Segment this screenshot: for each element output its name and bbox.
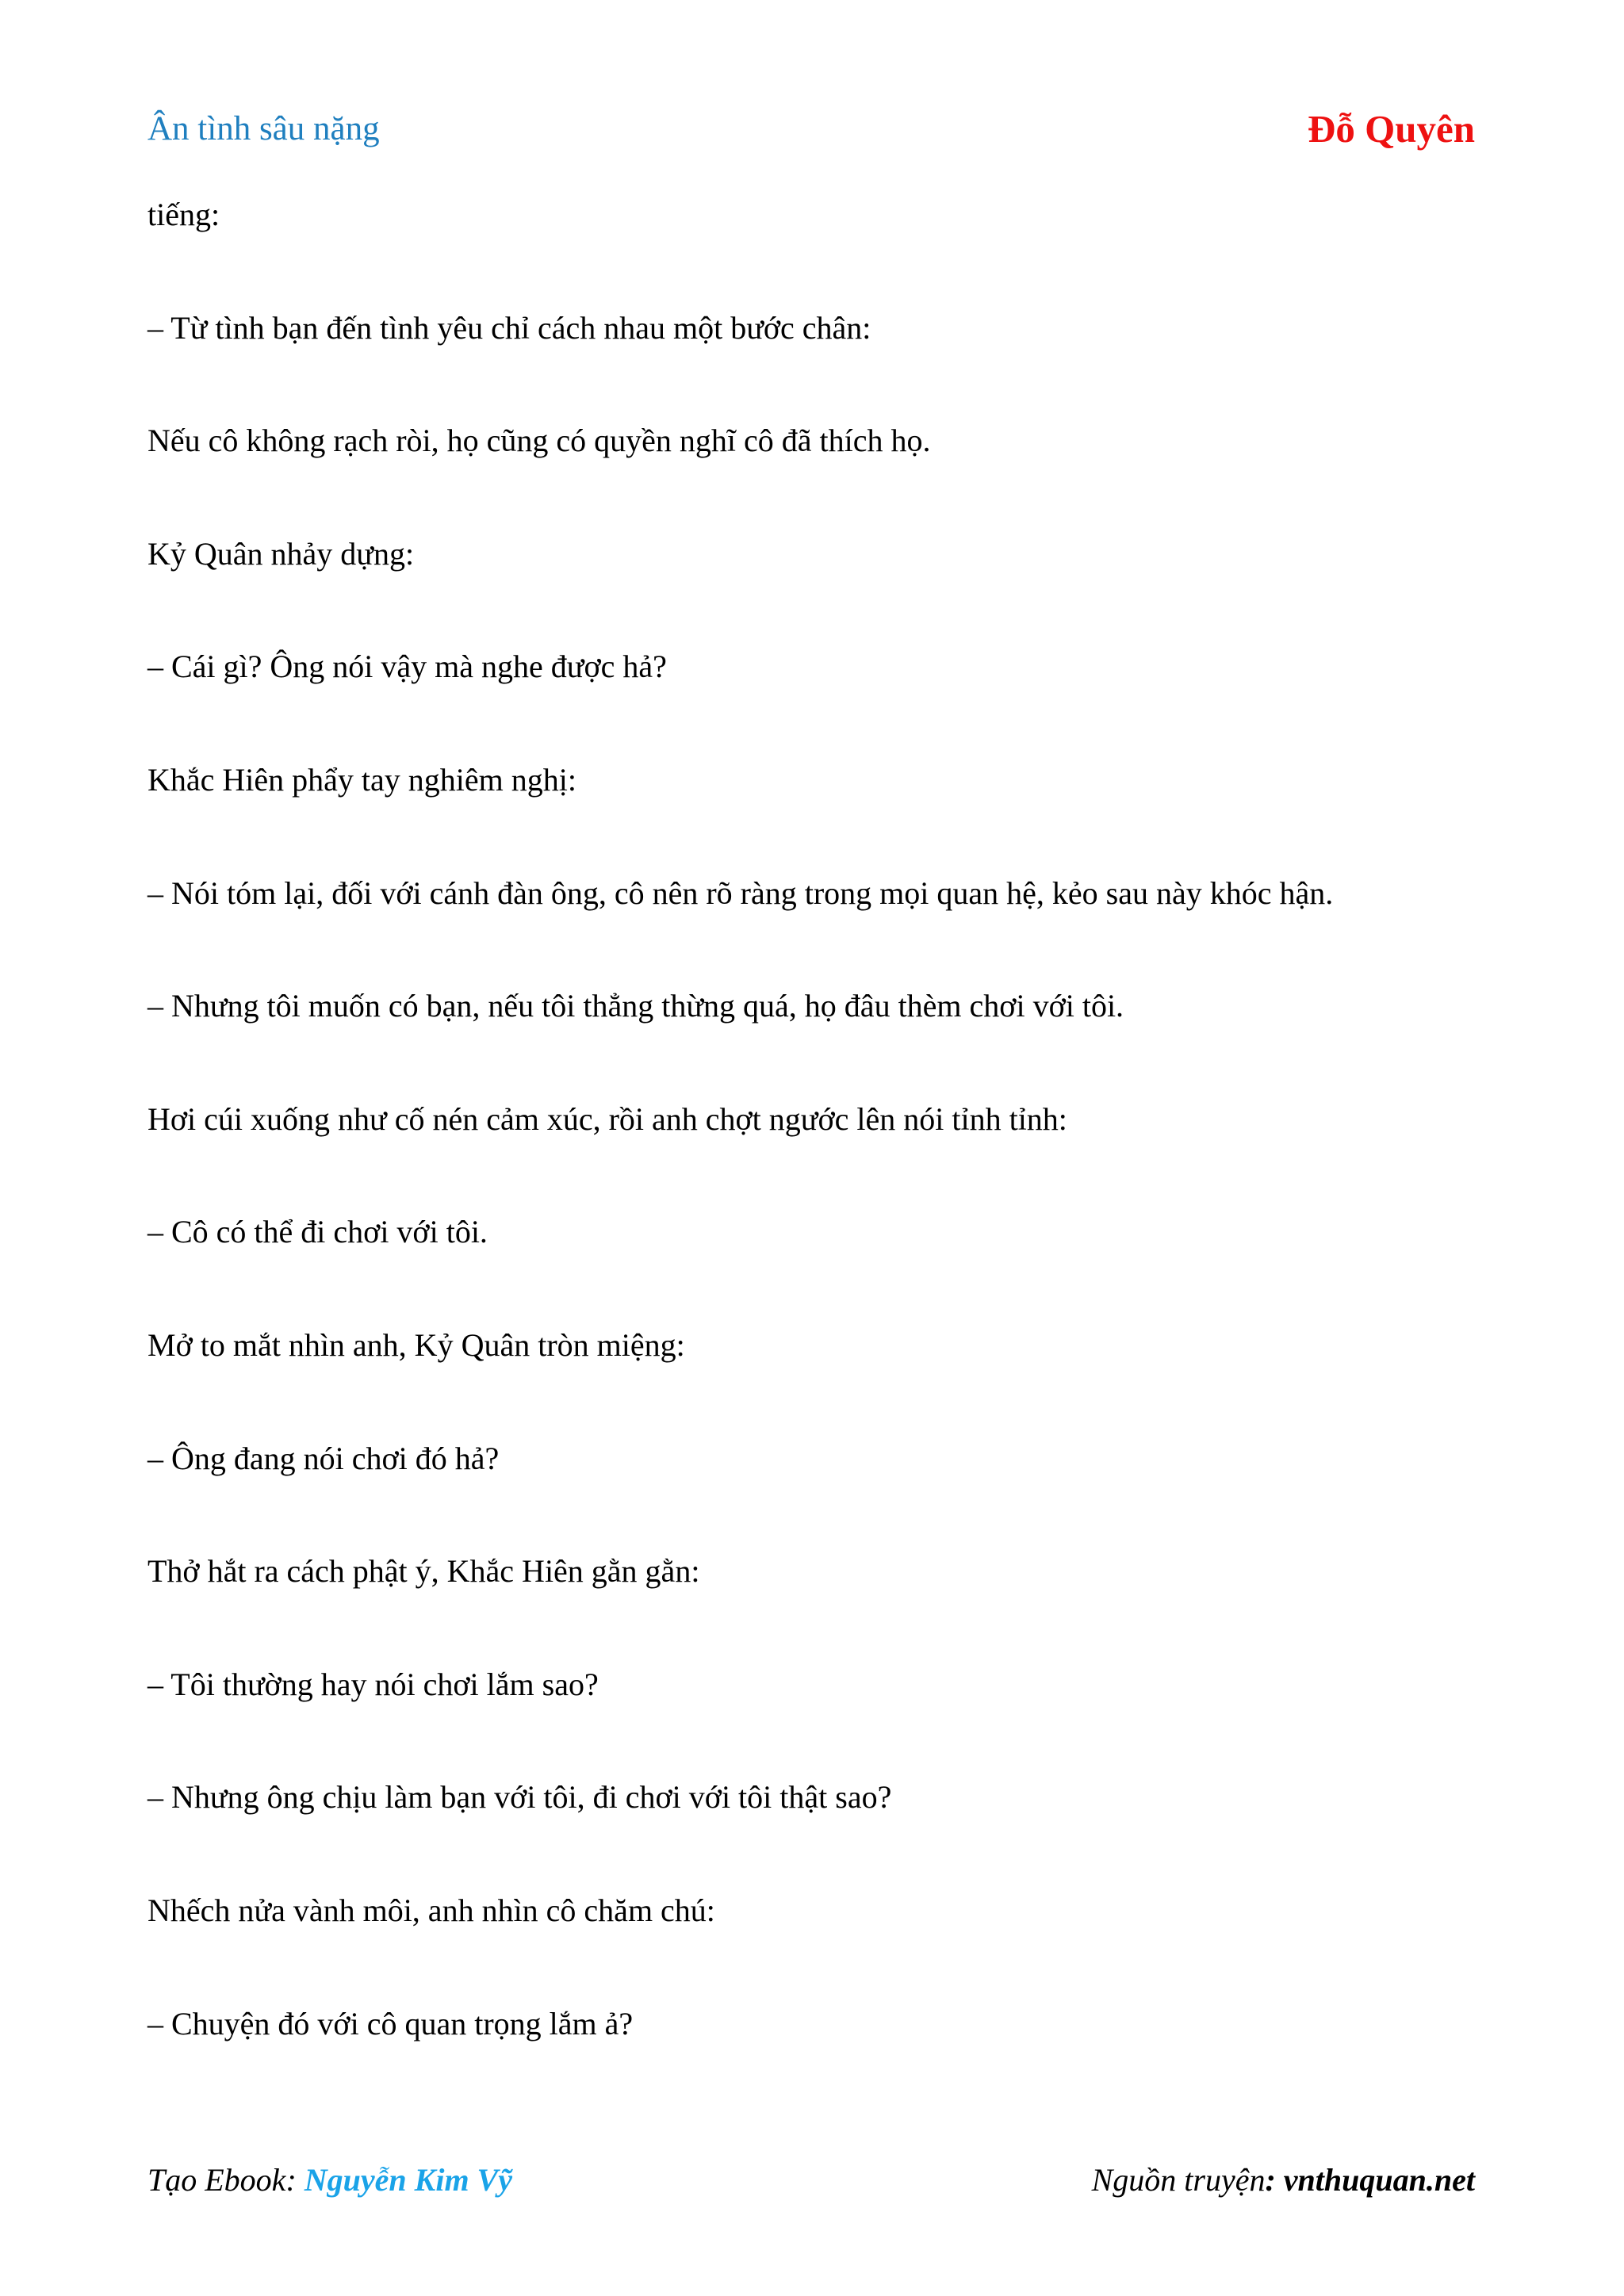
paragraph: – Tôi thường hay nói chơi lắm sao?: [147, 1666, 599, 1702]
paragraph: Nếu cô không rạch ròi, họ cũng có quyền nghĩ cô đã thích họ.: [147, 423, 931, 459]
paragraph: – Cô có thể đi chơi với tôi.: [147, 1214, 488, 1250]
paragraph: – Từ tình bạn đến tình yêu chỉ cách nhau một bước chân:: [147, 309, 871, 346]
paragraph: Khắc Hiên phẩy tay nghiêm nghị:: [147, 761, 576, 798]
ebook-creator-name: Nguyễn Kim Vỹ: [304, 2162, 512, 2198]
paragraph: – Ông đang nói chơi đó hả?: [147, 1440, 500, 1476]
page-footer: [147, 2156, 1475, 2204]
source-credit: Nguồn truyện: vnthuquan.net: [1091, 2162, 1475, 2198]
paragraph: Mở to mắt nhìn anh, Kỷ Quân tròn miệng:: [147, 1326, 685, 1363]
book-title: Ân tình sâu nặng: [147, 110, 380, 147]
paragraph: Thở hắt ra cách phật ý, Khắc Hiên gằn gằn:: [147, 1553, 700, 1590]
paragraph: – Nhưng tôi muốn có bạn, nếu tôi thẳng thừng quá, họ đâu thèm chơi với tôi.: [147, 988, 1124, 1024]
source-site-name: vnthuquan.net: [1283, 2162, 1475, 2198]
paragraph: – Cái gì? Ông nói vậy mà nghe được hả?: [147, 649, 667, 685]
ebook-credit: Tạo Ebook: Nguyễn Kim Vỹ: [147, 2162, 512, 2198]
author-name: Đỗ Quyên: [1307, 107, 1475, 151]
paragraph: tiếng:: [147, 197, 220, 232]
page-header: [147, 101, 1475, 157]
paragraph: – Nói tóm lại, đối với cánh đàn ông, cô nên rõ ràng trong mọi quan hệ, kẻo sau này khóc hận.: [147, 874, 1334, 911]
paragraph: Nhếch nửa vành môi, anh nhìn cô chăm chú:: [147, 1892, 715, 1928]
paragraph: – Nhưng ông chịu làm bạn với tôi, đi chơi với tôi thật sao?: [147, 1779, 892, 1816]
story-text: [147, 190, 1475, 2112]
paragraph: Hơi cúi xuống như cố nén cảm xúc, rồi anh chợt ngước lên nói tỉnh tỉnh:: [147, 1100, 1067, 1137]
paragraph: – Chuyện đó với cô quan trọng lắm ả?: [147, 2005, 634, 2042]
source-label: Nguồn truyện: [1091, 2162, 1266, 2198]
paragraph: Kỷ Quân nhảy dựng:: [147, 535, 415, 572]
ebook-label: Tạo Ebook: [147, 2162, 286, 2198]
